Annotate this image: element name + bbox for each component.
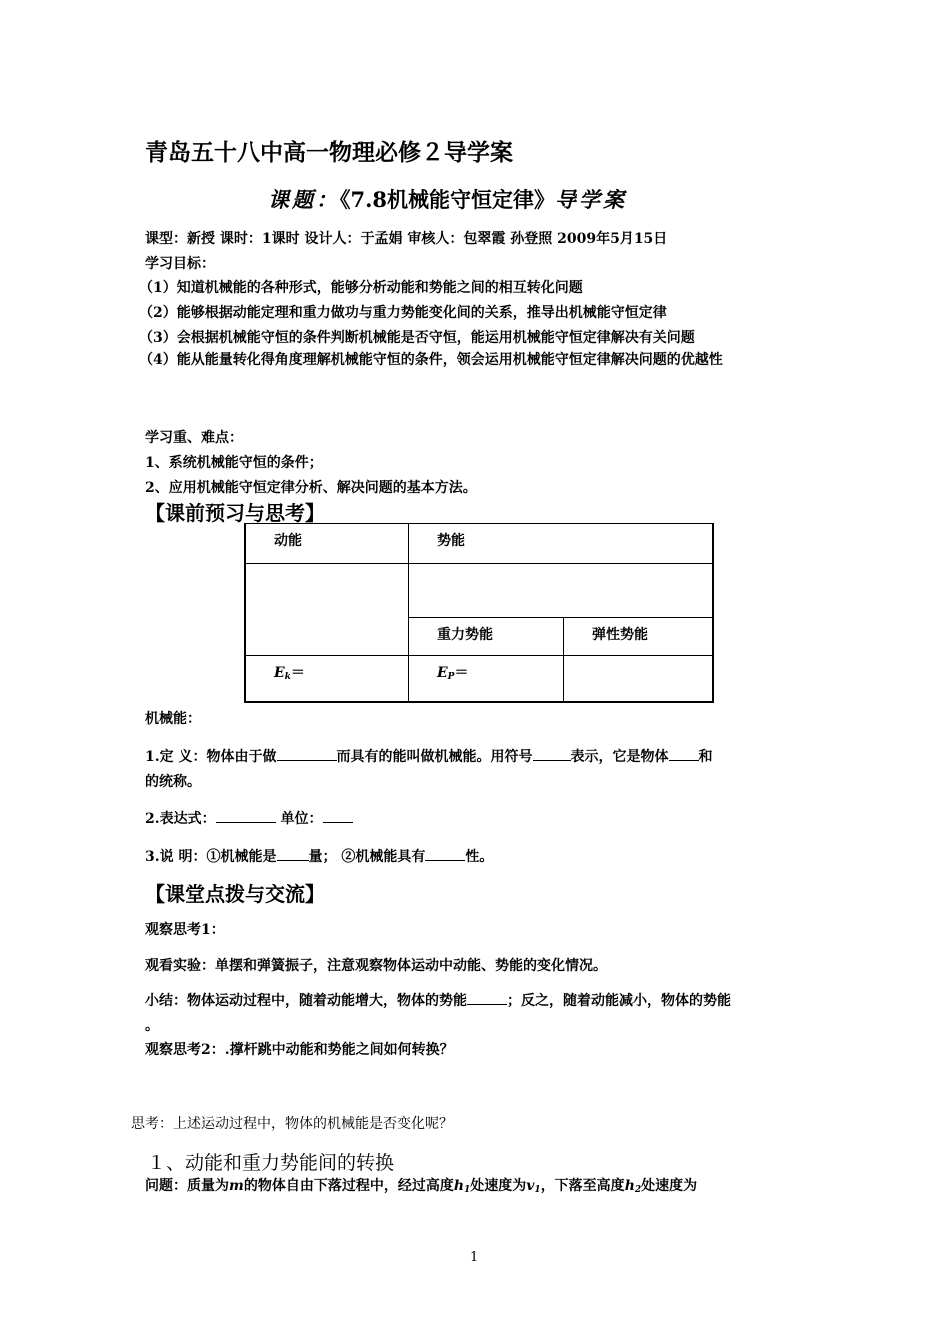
keypoint-item: 2、应用机械能守恒定律分析、解决问题的基本方法。 bbox=[145, 480, 477, 496]
observe1-experiment: 观看实验：单摆和弹簧振子，注意观察物体运动中动能、势能的变化情况。 bbox=[145, 958, 607, 974]
potential-cell bbox=[409, 564, 714, 618]
lesson-prefix: 课题： bbox=[268, 187, 340, 212]
definition-line: 1.定 义：物体由于做 而具有的能叫做机械能。用符号 表示，它是物体 和 bbox=[145, 746, 713, 766]
elastic-cell bbox=[564, 656, 714, 702]
class-section-heading: 【课堂点拨与交流】 bbox=[145, 882, 325, 906]
observe1-summary-end: 。 bbox=[145, 1018, 159, 1034]
gravitational-header: 重力势能 bbox=[409, 618, 564, 656]
mechanical-heading: 机械能： bbox=[145, 711, 201, 727]
think-line: 思考：上述运动过程中，物体的机械能是否变化呢？ bbox=[131, 1116, 453, 1132]
school-title: 青岛五十八中高一物理必修２导学案 bbox=[145, 139, 513, 166]
objectives-heading: 学习目标： bbox=[145, 256, 215, 272]
page-number: 1 bbox=[470, 1250, 479, 1265]
preview-section-heading: 【课前预习与思考】 bbox=[145, 501, 325, 525]
problem-line: 问题：质量为m的物体自由下落过程中，经过高度$h_1$处速度为$v_1$，下落至高度$h_2$处速度为 bbox=[145, 1178, 698, 1195]
lesson-suffix: 导学案 bbox=[555, 187, 628, 212]
observe1-heading: 观察思考1： bbox=[145, 922, 225, 938]
definition-line-end: 的统称。 bbox=[145, 774, 201, 790]
potential-header: 势能 bbox=[409, 524, 714, 564]
meta-line: 课型：新授 课时：1课时 设计人：于孟娟 审核人：包翠霞 孙登照 2009年5月15日 bbox=[145, 231, 668, 247]
elastic-header: 弹性势能 bbox=[564, 618, 714, 656]
ep-cell: $E_P=$ bbox=[409, 656, 564, 702]
note-line: 3.说 明：①机械能是 量； ②机械能具有 性。 bbox=[145, 846, 493, 866]
observe2-line: 观察思考2：.撑杆跳中动能和势能之间如何转换？ bbox=[145, 1042, 454, 1058]
lesson-title: 《7.8机械能守恒定律》 bbox=[340, 187, 556, 212]
lesson-title-line bbox=[268, 184, 627, 214]
kinetic-cell bbox=[245, 564, 409, 656]
objective-item: （2）能够根据动能定理和重力做功与重力势能变化间的关系，推导出机械能守恒定律 bbox=[139, 305, 667, 321]
energy-table bbox=[244, 523, 714, 703]
objective-item: （1）知道机械能的各种形式，能够分析动能和势能之间的相互转化问题 bbox=[139, 280, 583, 296]
objective-item: （4）能从能量转化得角度理解机械能守恒的条件，领会运用机械能守恒定律解决问题的优越性 bbox=[139, 352, 723, 368]
keypoint-item: 1、系统机械能守恒的条件； bbox=[145, 455, 323, 471]
keypoints-heading: 学习重、难点： bbox=[145, 430, 243, 446]
objective-item: （3）会根据机械能守恒的条件判断机械能是否守恒，能运用机械能守恒定律解决有关问题 bbox=[139, 330, 695, 346]
kinetic-header: 动能 bbox=[245, 524, 409, 564]
observe1-summary: 小结：物体运动过程中，随着动能增大，物体的势能 ；反之，随着动能减小，物体的势能 bbox=[145, 990, 731, 1010]
part1-heading: １、动能和重力势能间的转换 bbox=[147, 1152, 395, 1174]
ek-cell: $E_k=$ bbox=[245, 656, 409, 702]
expression-line: 2.表达式： 单位： bbox=[145, 808, 353, 828]
